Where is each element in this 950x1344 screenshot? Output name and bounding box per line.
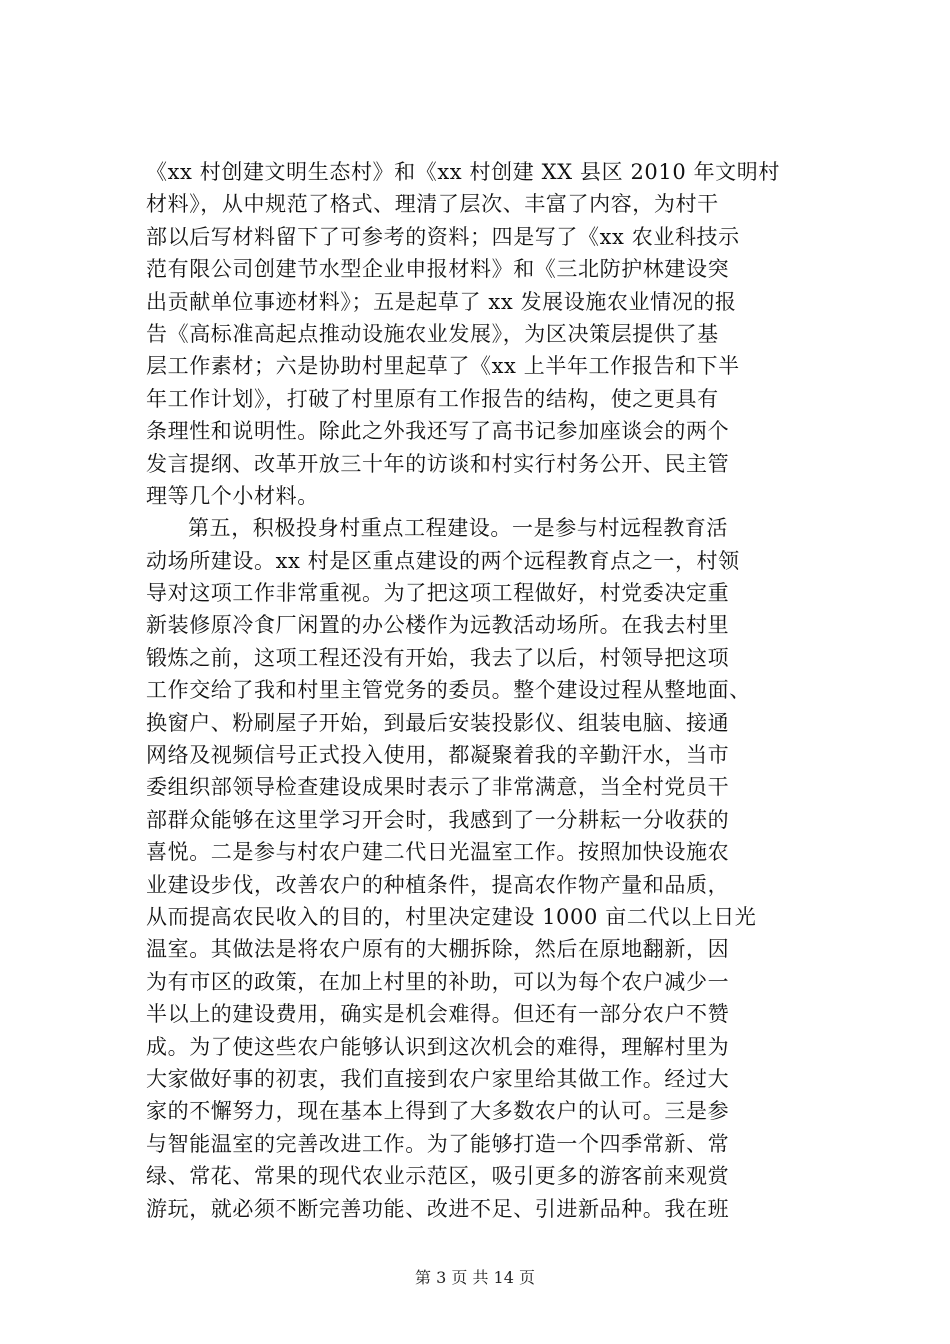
text-line: 绿、常花、常果的现代农业示范区，吸引更多的游客前来观赏 bbox=[146, 1164, 730, 1189]
paragraph-start-line: 第五，积极投身村重点工程建设。一是参与村远程教育活 bbox=[188, 516, 728, 541]
text-line: 理等几个小材料。 bbox=[146, 483, 319, 508]
text-line: 从而提高农民收入的目的，村里决定建设 1000 亩二代以上日光 bbox=[146, 904, 757, 929]
text-line: 温室。其做法是将农户原有的大棚拆除，然后在原地翻新，因 bbox=[146, 937, 730, 962]
text-line: 半以上的建设费用，确实是机会难得。但还有一部分农户不赞 bbox=[146, 1002, 730, 1027]
text-line: 工作交给了我和村里主管党务的委员。整个建设过程从整地面、 bbox=[146, 678, 751, 703]
text-line: 为有市区的政策，在加上村里的补助，可以为每个农户减少一 bbox=[146, 969, 730, 994]
text-line: 范有限公司创建节水型企业申报材料》和《三北防护林建设突 bbox=[146, 257, 730, 282]
page-number-footer: 第 3 页 共 14 页 bbox=[415, 1268, 535, 1287]
text-line: 与智能温室的完善改进工作。为了能够打造一个四季常新、常 bbox=[146, 1131, 730, 1156]
text-line: 业建设步伐，改善农户的种植条件，提高农作物产量和品质， bbox=[146, 872, 730, 897]
text-line: 《xx 村创建文明生态村》和《xx 村创建 XX 县区 2010 年文明村 bbox=[146, 160, 780, 184]
text-line: 大家做好事的初衷，我们直接到农户家里给其做工作。经过大 bbox=[146, 1066, 730, 1091]
text-line: 委组织部领导检查建设成果时表示了非常满意，当全村党员干 bbox=[146, 775, 730, 800]
text-line: 部以后写材料留下了可参考的资料；四是写了《xx 农业科技示 bbox=[146, 224, 740, 249]
text-line: 发言提纲、改革开放三十年的访谈和村实行村务公开、民主管 bbox=[146, 451, 730, 476]
text-line: 游玩，就必须不断完善功能、改进不足、引进新品种。我在班 bbox=[146, 1196, 730, 1221]
text-line: 成。为了使这些农户能够认识到这次机会的难得，理解村里为 bbox=[146, 1034, 730, 1059]
text-line: 材料》，从中规范了格式、理清了层次、丰富了内容，为村干 bbox=[146, 192, 719, 217]
text-line: 家的不懈努力，现在基本上得到了大多数农户的认可。三是参 bbox=[146, 1099, 730, 1124]
text-line: 部群众能够在这里学习开会时，我感到了一分耕耘一分收获的 bbox=[146, 807, 730, 832]
text-line: 锻炼之前，这项工程还没有开始，我去了以后，村领导把这项 bbox=[146, 645, 730, 670]
text-line: 条理性和说明性。除此之外我还写了高书记参加座谈会的两个 bbox=[146, 419, 730, 444]
text-line: 换窗户、粉刷屋子开始，到最后安装投影仪、组装电脑、接通 bbox=[146, 710, 730, 735]
text-line: 年工作计划》，打破了村里原有工作报告的结构，使之更具有 bbox=[146, 386, 719, 411]
text-line: 层工作素材；六是协助村里起草了《xx 上半年工作报告和下半 bbox=[146, 354, 740, 379]
text-line: 喜悦。二是参与村农户建二代日光温室工作。按照加快设施农 bbox=[146, 840, 730, 865]
text-line: 动场所建设。xx 村是区重点建设的两个远程教育点之一，村领 bbox=[146, 548, 740, 573]
text-line: 出贡献单位事迹材料》；五是起草了 xx 发展设施农业情况的报 bbox=[146, 289, 737, 314]
text-line: 新装修原冷食厂闲置的办公楼作为远教活动场所。在我去村里 bbox=[146, 613, 730, 638]
text-line: 导对这项工作非常重视。为了把这项工程做好，村党委决定重 bbox=[146, 581, 730, 606]
document-body bbox=[146, 156, 818, 1225]
text-line: 网络及视频信号正式投入使用，都凝聚着我的辛勤汗水，当市 bbox=[146, 743, 730, 768]
text-line: 告《高标准高起点推动设施农业发展》，为区决策层提供了基 bbox=[146, 321, 719, 346]
